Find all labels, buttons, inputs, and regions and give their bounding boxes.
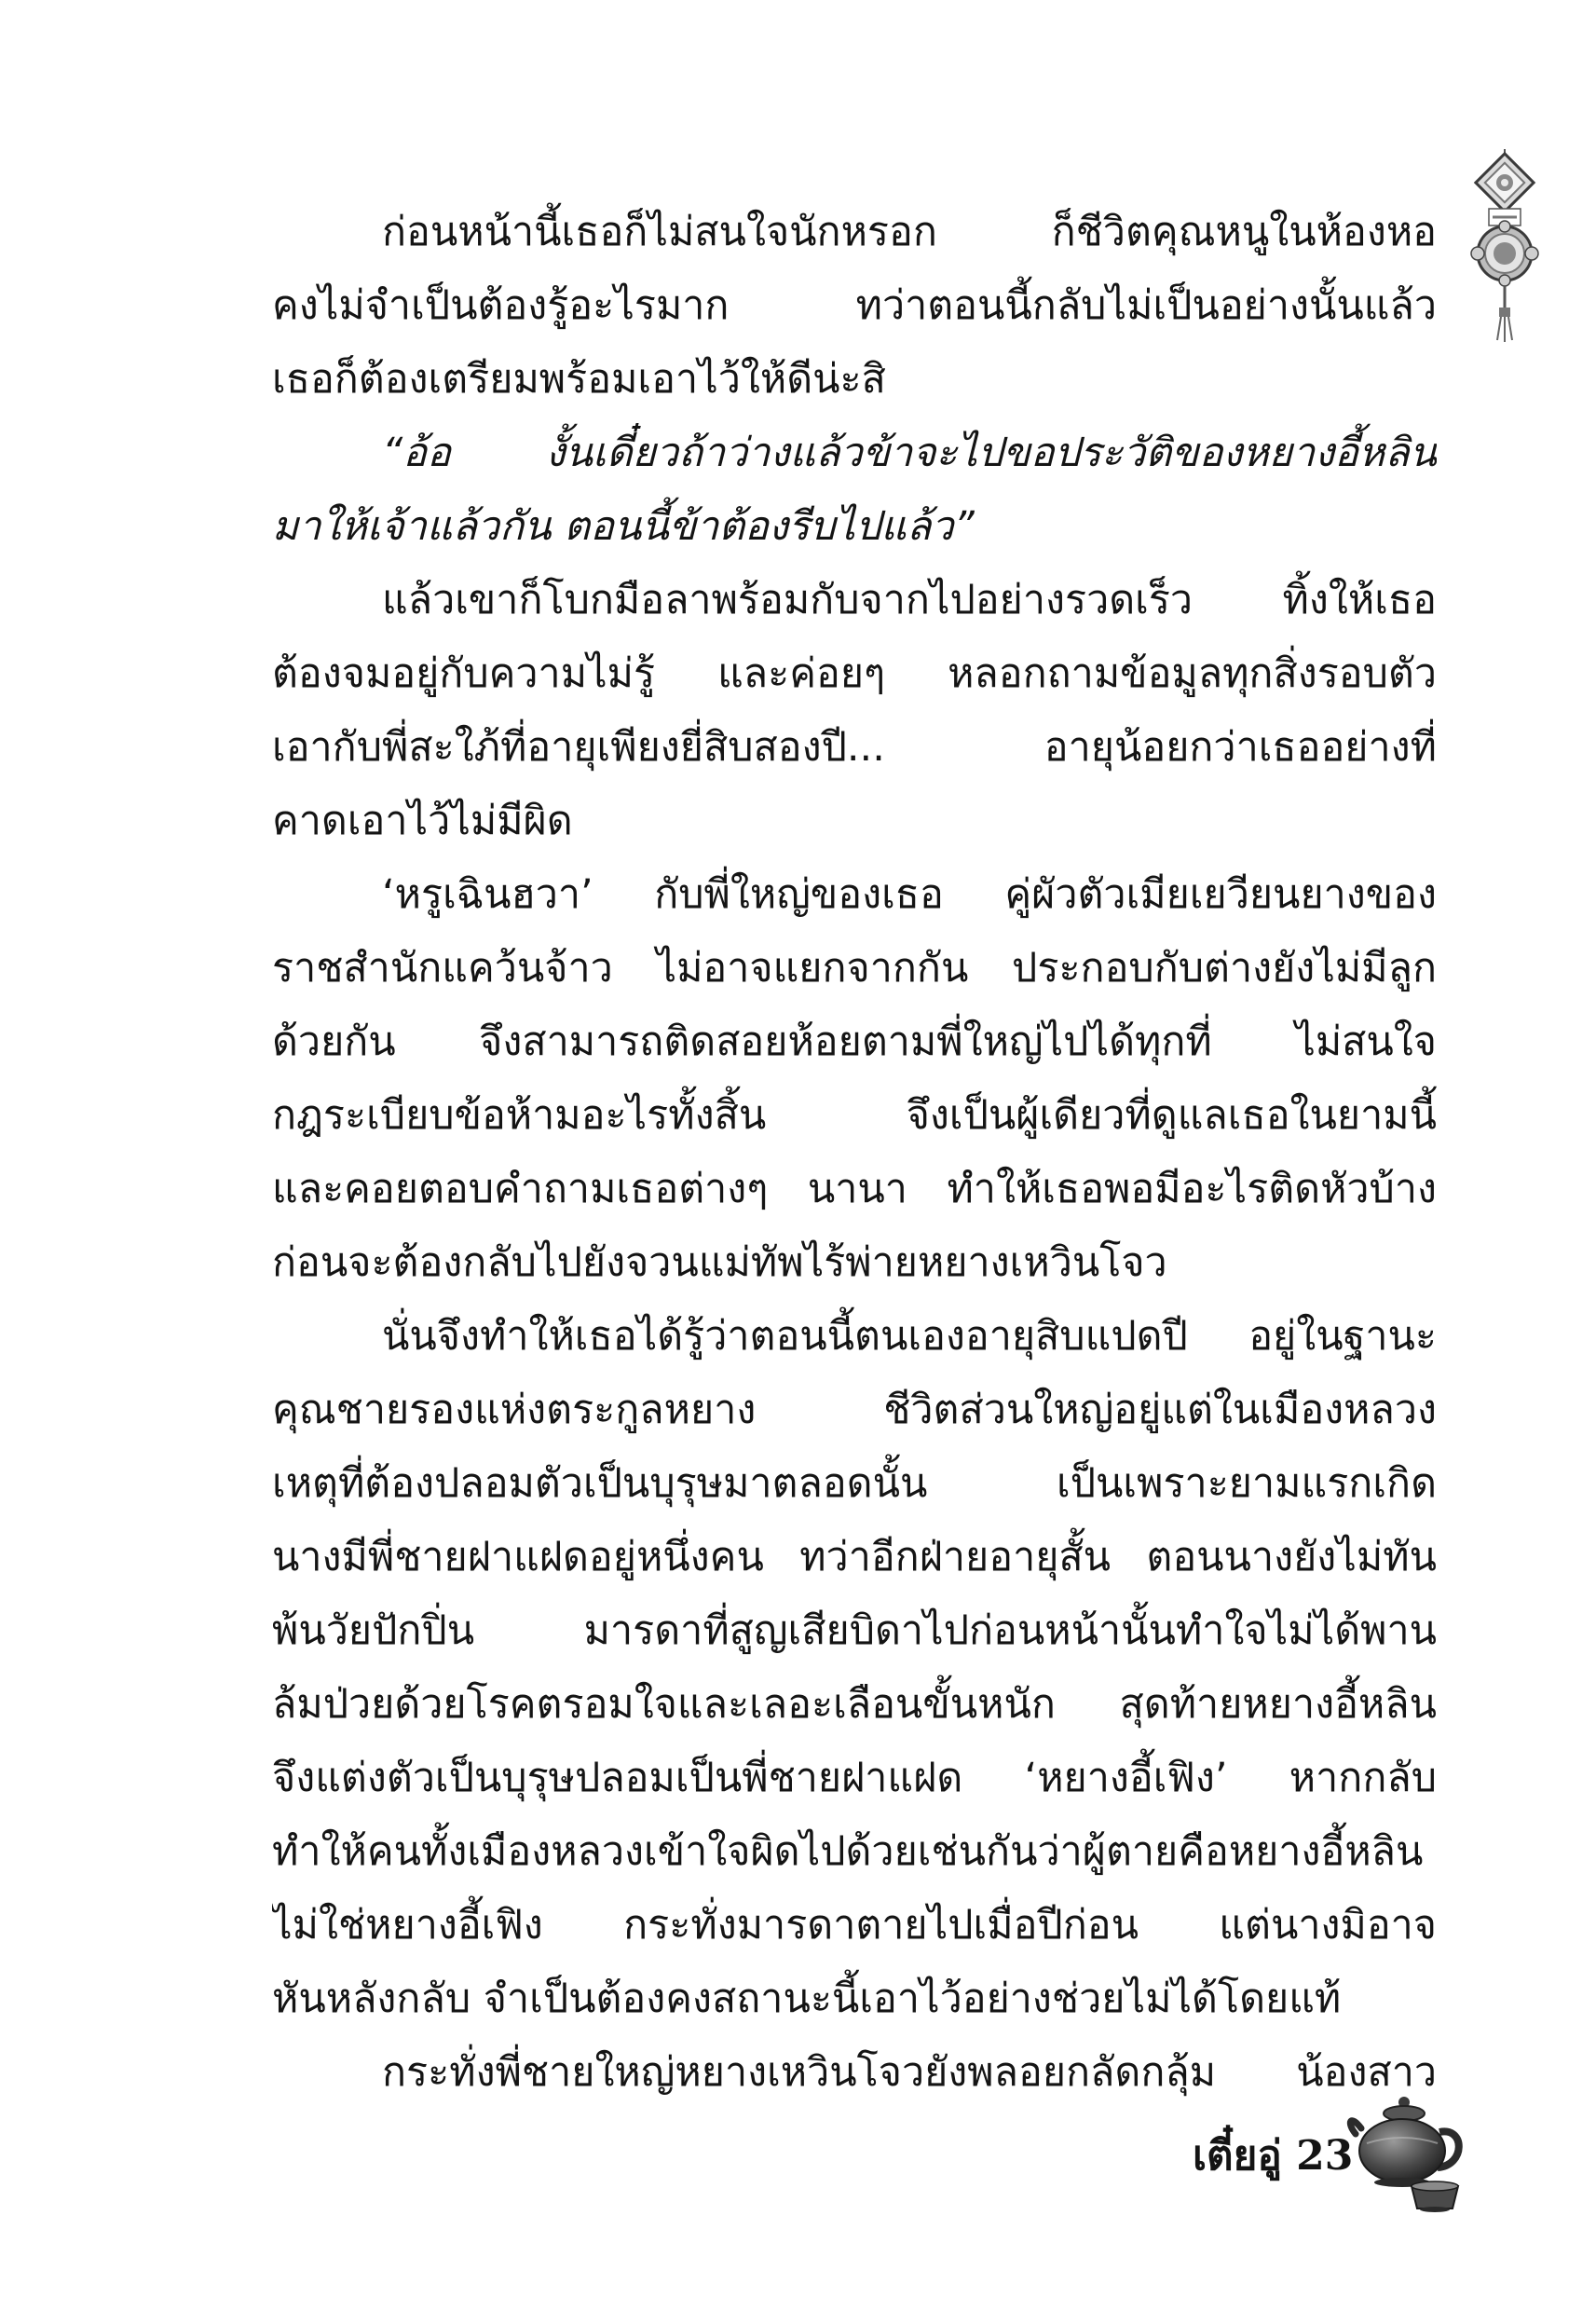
page-footer xyxy=(1095,2085,1467,2216)
text-line: ต้องจมอยู่กับความไม่รู้ และค่อยๆ หลอกถามข้อมูลทุกสิ่งรอบตัว xyxy=(272,650,1437,697)
text-line: ไม่ใช่หยางอี้เฟิง กระทั่งมารดาตายไปเมื่อปีก่อน แต่นางมิอาจ xyxy=(272,1902,1437,1949)
text-line: คาดเอาไว้ไม่มีผิด xyxy=(272,798,573,844)
text-line: และคอยตอบคำถามเธอต่างๆ นานา ทำให้เธอพอมีอะไรติดหัวบ้าง xyxy=(272,1166,1437,1212)
knot-ornament-icon xyxy=(1453,149,1556,345)
text-line: ล้มป่วยด้วยโรคตรอมใจและเลอะเลือนขั้นหนัก สุดท้ายหยางอี้หลิน xyxy=(272,1681,1437,1728)
text-line: เหตุที่ต้องปลอมตัวเป็นบุรุษมาตลอดนั้น เป็นเพราะยามแรกเกิด xyxy=(272,1460,1437,1507)
dialogue-line: “อ้อ งั้นเดี๋ยวถ้าว่างแล้วข้าจะไปขอประวัติของหยางอี้หลิน xyxy=(382,430,1437,476)
text-line: นั่นจึงทำให้เธอได้รู้ว่าตอนนี้ตนเองอายุสิบแปดปี อยู่ในฐานะ xyxy=(382,1313,1437,1360)
teapot-icon xyxy=(1346,2085,1467,2216)
text-line: กฎระเบียบข้อห้ามอะไรทั้งสิ้น จึงเป็นผู้เดียวที่ดูแลเธอในยามนี้ xyxy=(272,1092,1437,1139)
text-line: ‘หรูเฉินฮวา’ กับพี่ใหญ่ของเธอ คู่ผัวตัวเมียเยวียนยางของ xyxy=(382,871,1437,918)
text-line: เอากับพี่สะใภ้ที่อายุเพียงยี่สิบสองปี... อายุน้อยกว่าเธออย่างที่ xyxy=(272,724,1437,771)
text-line: ก่อนหน้านี้เธอก็ไม่สนใจนักหรอก ก็ชีวิตคุณหนูในห้องหอ xyxy=(382,209,1437,255)
text-line: ก่อนจะต้องกลับไปยังจวนแม่ทัพไร้พ่ายหยางเหวินโจว xyxy=(272,1239,1167,1286)
dialogue-line: มาให้เจ้าแล้วกัน ตอนนี้ข้าต้องรีบไปแล้ว” xyxy=(272,503,975,550)
text-line: ราชสำนักแคว้นจ้าว ไม่อาจแยกจากกัน ประกอบกับต่างยังไม่มีลูก xyxy=(272,945,1437,991)
text-line: หันหลังกลับ จำเป็นต้องคงสถานะนี้เอาไว้อย่างช่วยไม่ได้โดยแท้ xyxy=(272,1976,1342,2022)
text-line: กระทั่งพี่ชายใหญ่หยางเหวินโจวยังพลอยกลัดกลุ้ม น้องสาว xyxy=(382,2049,1437,2096)
text-line: จึงแต่งตัวเป็นบุรุษปลอมเป็นพี่ชายฝาแฝด ‘หยางอี้เฟิง’ หากกลับ xyxy=(272,1755,1437,1801)
text-line: ด้วยกัน จึงสามารถติดสอยห้อยตามพี่ใหญ่ไปได้ทุกที่ ไม่สนใจ xyxy=(272,1019,1437,1065)
text-line: แล้วเขาก็โบกมือลาพร้อมกับจากไปอย่างรวดเร็ว ทิ้งให้เธอ xyxy=(382,577,1437,623)
text-line: เธอก็ต้องเตรียมพร้อมเอาไว้ให้ดีน่ะสิ xyxy=(272,356,886,403)
body-text xyxy=(272,196,1437,2110)
text-line: นางมีพี่ชายฝาแฝดอยู่หนึ่งคน ทว่าอีกฝ่ายอายุสั้น ตอนนางยังไม่ทัน xyxy=(272,1534,1437,1580)
text-line: คงไม่จำเป็นต้องรู้อะไรมาก ทว่าตอนนี้กลับไม่เป็นอย่างนั้นแล้ว xyxy=(272,282,1437,329)
text-line: คุณชายรองแห่งตระกูลหยาง ชีวิตส่วนใหญ่อยู่แต่ในเมืองหลวง xyxy=(272,1387,1437,1433)
text-line: ทำให้คนทั้งเมืองหลวงเข้าใจผิดไปด้วยเช่นกันว่าผู้ตายคือหยางอี้หลิน xyxy=(272,1828,1424,1875)
text-line: พ้นวัยปักปิ่น มารดาที่สูญเสียบิดาไปก่อนหน้านั้นทำใจไม่ได้พาน xyxy=(272,1607,1437,1654)
running-head-page-number: เตี๋ยอู่ 23 xyxy=(1193,2132,1354,2180)
